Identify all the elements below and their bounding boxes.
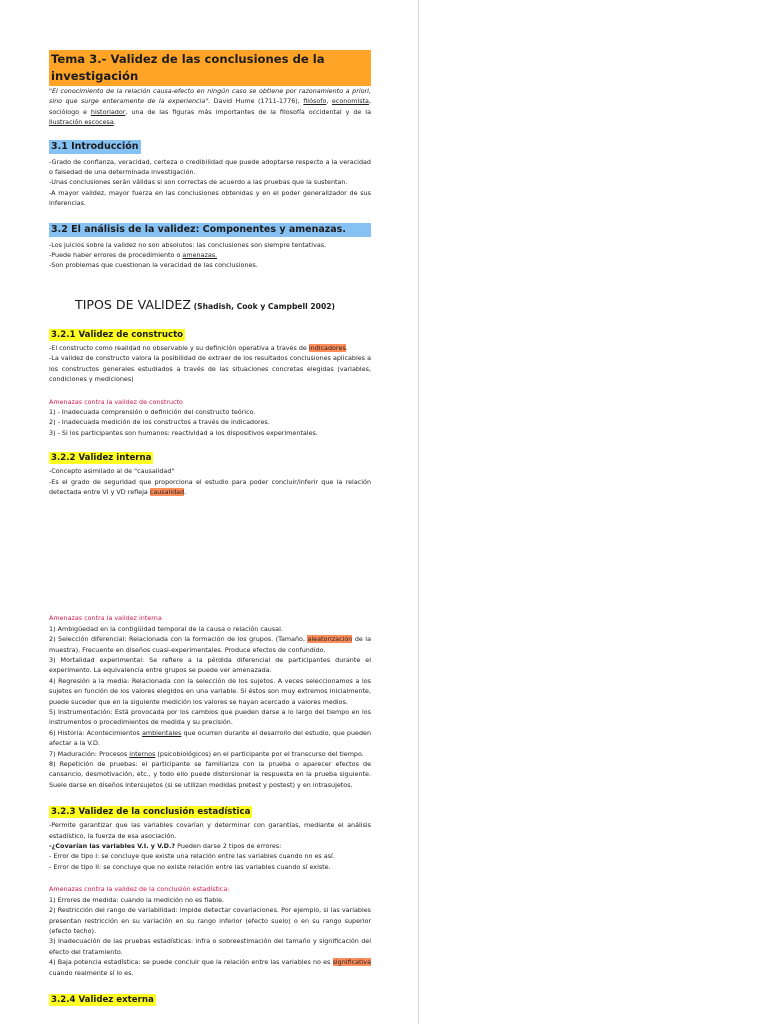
link-economista[interactable]: economista <box>331 97 369 106</box>
interna-threat-7 <box>49 749 371 759</box>
constructo-line-1 <box>49 343 371 353</box>
intro-line-3: -A mayor validez, mayor fuerza en las conclusiones obtenidas y en el poder generalizador de sus inferencias. <box>49 188 371 208</box>
underline-ambientales: ambientales <box>141 728 182 737</box>
highlight-causalidad: causalidad <box>149 487 185 496</box>
blank-page-area <box>419 0 768 1024</box>
hume-quote <box>49 86 371 128</box>
quote-author: David Hume (1711-1776), <box>210 97 304 106</box>
interna-threat-6 <box>49 728 371 749</box>
analisis-line-1: -Los juicios sobre la validez no son absolutos: las conclusiones son siempre tentativas. <box>49 240 327 249</box>
interna-threat-1: 1) Ambigüedad en la contigüidad temporal de la causa o relación causal. <box>49 624 283 633</box>
intro-line-1: -Grado de confianza, veracidad, certeza o credibilidad que puede adoptarse respecto a la veracidad o falsedad de una determinada investigación. <box>49 157 371 177</box>
interna-line-2 <box>49 477 371 498</box>
quote-separator: , sociólogo e <box>49 97 371 116</box>
section-heading-externa: 3.2.4 Validez externa <box>51 994 154 1005</box>
interna-threat-2 <box>49 634 371 655</box>
interna-threat-3: 3) Mortalidad experimental: Se refiere a la pérdida diferencial de participantes durante el experimento. La equivalencia entre grupos se puede ver amenazada. <box>49 655 371 675</box>
tipos-de-validez-heading <box>75 297 371 315</box>
estadistica-line-2-text: Pueden darse 2 tipos de errores: <box>175 842 282 851</box>
quote-text: "El conocimiento de la relación causa-efecto en ningún caso se obtiene por razonamiento a priori, sino que surge enteramente de la experiencia". <box>49 87 371 106</box>
quote-end: . <box>113 118 116 127</box>
section-heading-introduccion: 3.1 Introducción <box>51 140 139 152</box>
estadistica-threat-3: 3) Inadecuación de las pruebas estadísticas: infra o sobreestimación del tamaño y significación del efecto del tratamiento. <box>49 937 371 956</box>
section-heading-constructo: 3.2.1 Validez de constructo <box>51 329 184 340</box>
constructo-line-1-text: -El constructo como realidad no observable y su definición operativa a través de <box>49 343 309 352</box>
estadistica-threat-2: 2) Restricción del rango de variabilidad: impide detectar covariaciones. Por ejemplo, si las variables presentan restricción en su variación en su rango inferior (efecto suelo) o en su rango superior (efecto techo). <box>49 906 371 935</box>
interna-threat-7-end: (psicobiológicos) en el participante por el transcurso del tiempo. <box>155 749 364 758</box>
interna-line-2-text: -Es el grado de seguridad que proporciona el estudio para poder concluir/inferir que la relación detectada entre VI y VD refleja <box>49 477 371 496</box>
interna-threat-8: 8) Repetición de pruebas: el participante se familiariza con la prueba o aparecer efectos de cansancio, desmotivación, etc., y todo ello puede distorsionar la respuesta en la prueba siguiente. Suele darse en diseños intersujetos (si se utilizan medidas pretest y postest) y en intrasujetos. <box>49 760 371 789</box>
estadistica-line-2 <box>49 841 371 851</box>
constructo-threat-1: 1) - Inadecuada comprensión o definición del constructo teórico. <box>49 407 256 416</box>
section-heading-interna: 3.2.2 Validez interna <box>51 453 152 464</box>
constructo-threat-3: 3) - Si los participantes son humanos: reactividad a los dispositivos experimentales. <box>49 428 318 437</box>
estadistica-line-1: -Permite garantizar que las variables covarían y determinar con garantías, mediante el análisis estadístico, la fuerza de esa asociación. <box>49 821 371 840</box>
section-heading-estadistica: 3.2.3 Validez de la conclusión estadística <box>51 807 251 818</box>
estadistica-line-3: - Error de tipo I: se concluye que existe una relación entre las variables cuando no es así. <box>49 852 335 861</box>
section-heading-analisis: 3.2 El análisis de la validez: Componentes y amenazas. <box>49 223 371 237</box>
interna-threat-6-end: que ocurren durante el desarrollo del estudio, que pueden afectar a la V.D. <box>49 728 372 748</box>
highlight-indicadores: indicadores <box>308 343 346 352</box>
estadistica-threat-4-end: cuando realmente sí lo es. <box>49 968 134 977</box>
analisis-line-3: -Son problemas que cuestionan la veracidad de las conclusiones. <box>49 261 258 270</box>
blank-space <box>49 497 371 613</box>
analisis-line-2-text: -Puede haber errores de procedimiento o <box>49 251 183 260</box>
link-filosofo[interactable]: filósofo <box>303 97 327 106</box>
interna-threat-4: 4) Regresión a la media: Relacionada con la selección de los sujetos. A veces seleccionamos a los sujetos en función de los valores elegidos en una variable. Si éstos son muy extremos inicialmente, puede suceder que en la siguiente medición los valores se hayan acercado a valores medios. <box>49 676 371 706</box>
interna-threat-6-text: 6) Historia: Acontecimientos <box>49 728 142 737</box>
intro-line-2: -Unas conclusiones serán válidas si son correctas de acuerdo a las pruebas que la sustentan. <box>49 178 348 187</box>
highlight-aleatorizacion: aleatorización <box>307 635 353 644</box>
constructo-line-1-end: . <box>345 343 348 352</box>
link-ilustracion-escocesa[interactable]: Ilustración escocesa <box>49 118 114 127</box>
underline-internos: internos <box>129 749 156 758</box>
interna-threat-2-text: 2) Selección diferencial: Relacionada con la formación de los grupos. (Tamaño, <box>49 635 308 644</box>
interna-threat-7-text: 7) Maduración: Procesos <box>49 749 130 758</box>
estadistica-line-4: - Error de tipo II: se concluye que no existe relación entre las variables cuando sí existe. <box>49 862 331 871</box>
tipos-reference: (Shadish, Cook y Campbell 2002) <box>191 301 336 311</box>
tipos-main: TIPOS DE VALIDEZ <box>75 296 192 312</box>
document-title: Tema 3.- Validez de las conclusiones de la investigación <box>49 50 371 86</box>
estadistica-threat-4 <box>49 957 371 978</box>
document-content <box>49 50 371 1008</box>
interna-threat-2-end: de la muestra). Frecuente en diseños cuasi-experimentales. Produce efectos de confundido. <box>49 635 371 654</box>
link-amenazas[interactable]: amenazas. <box>182 251 218 260</box>
constructo-threats-title: Amenazas contra la validez de constructo <box>49 397 183 406</box>
highlight-significativa: significativa <box>332 958 371 967</box>
estadistica-question: -¿Covarían las variables V.I. y V.D.? <box>49 842 176 851</box>
constructo-line-2: -La validez de constructo valora la posibilidad de extraer de los resultados conclusiones aplicables a los constructos generales estudiados a través de las situaciones concretas elegidas (variables, condiciones y mediciones) <box>49 354 371 384</box>
quote-separator: , <box>326 97 332 106</box>
estadistica-threats-title: Amenazas contra la validez de la conclusión estadística: <box>49 885 230 894</box>
quote-tail: , una de las figuras más importantes de la filosofía occidental y de la <box>125 107 371 116</box>
link-historiador[interactable]: historiador <box>90 107 126 116</box>
interna-line-2-end: . <box>184 487 187 496</box>
analisis-line-2 <box>49 250 371 260</box>
interna-line-1: -Concepto asimilado al de "causalidad" <box>49 467 175 476</box>
estadistica-threat-1: 1) Errores de medida: cuando la medición no es fiable. <box>49 895 225 904</box>
interna-threats-title: Amenazas contra la validez interna <box>49 614 162 623</box>
interna-threat-5: 5) Instrumentación: Está provocada por los cambios que pueden darse a lo largo del tiempo en los instrumentos o procedimientos de medida y su precisión. <box>49 708 371 727</box>
estadistica-threat-4-text: 4) Baja potencia estadística: se puede concluir que la relación entre las variables no es <box>49 958 333 967</box>
constructo-threat-2: 2) - Inadecuada medición de los constructos a través de indicadores. <box>49 418 270 427</box>
